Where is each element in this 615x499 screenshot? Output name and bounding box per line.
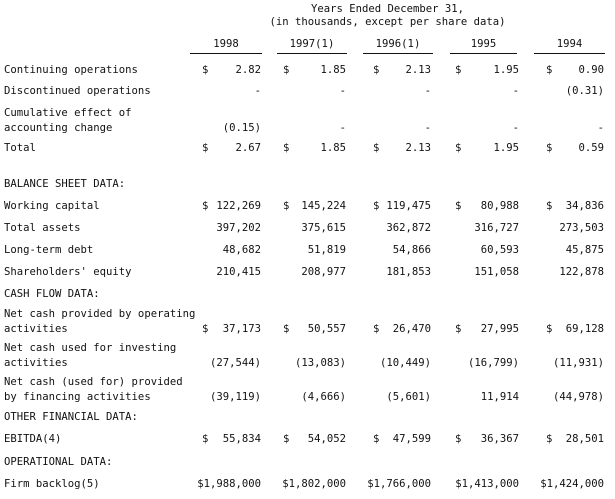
row-label: Total assets: [4, 222, 81, 234]
cell-value: -: [339, 85, 346, 97]
cell-value: -: [512, 122, 519, 134]
row-label: CASH FLOW DATA:: [4, 288, 100, 300]
row-label: Net cash (used for) provided: [4, 376, 183, 388]
cell-value: 145,224: [301, 200, 346, 212]
table-header-line-1: Years Ended December 31,: [310, 3, 465, 15]
cell-value: 1.95: [493, 142, 519, 154]
cell-value: 54,866: [392, 244, 431, 256]
cell-value: 47,599: [392, 433, 431, 445]
cell-value: 0.90: [578, 64, 604, 76]
cell-value: (16,799): [467, 357, 519, 369]
cell-value: 119,475: [386, 200, 431, 212]
currency-symbol: $: [373, 200, 380, 212]
row-label: Cumulative effect of: [4, 107, 132, 119]
cell-value: 51,819: [307, 244, 346, 256]
column-header-underline: [190, 53, 262, 54]
column-header-underline: [363, 53, 433, 54]
currency-symbol: $: [283, 200, 290, 212]
cell-value: 34,836: [565, 200, 604, 212]
currency-symbol: $: [283, 433, 290, 445]
currency-symbol: $: [373, 323, 380, 335]
currency-symbol: $: [455, 142, 462, 154]
currency-symbol: $: [546, 142, 553, 154]
cell-value: 50,557: [307, 323, 346, 335]
row-label: Long-term debt: [4, 244, 94, 256]
cell-value: 0.59: [578, 142, 604, 154]
cell-value: (27,544): [209, 357, 261, 369]
currency-symbol: $: [455, 200, 462, 212]
cell-value: 2.82: [235, 64, 261, 76]
column-header-underline: [450, 53, 517, 54]
currency-symbol: $: [202, 142, 209, 154]
row-label: OTHER FINANCIAL DATA:: [4, 411, 138, 423]
currency-symbol: $: [455, 323, 462, 335]
currency-symbol: $: [202, 64, 209, 76]
cell-value: -: [597, 122, 604, 134]
cell-value: (5,601): [386, 391, 431, 403]
cell-value: 397,202: [216, 222, 261, 234]
cell-value: (13,083): [294, 357, 346, 369]
cell-value: 2.13: [405, 142, 431, 154]
currency-symbol: $: [283, 142, 290, 154]
cell-value: $1,988,000: [197, 478, 261, 490]
column-header: 1997(1): [289, 38, 335, 50]
cell-value: 11,914: [480, 391, 519, 403]
currency-symbol: $: [373, 433, 380, 445]
currency-symbol: $: [546, 64, 553, 76]
cell-value: 1.95: [493, 64, 519, 76]
cell-value: (0.31): [565, 85, 604, 97]
row-label: accounting change: [4, 122, 113, 134]
row-label: activities: [4, 357, 68, 369]
column-header: 1994: [556, 38, 583, 50]
currency-symbol: $: [546, 433, 553, 445]
cell-value: 54,052: [307, 433, 346, 445]
column-header-underline: [277, 53, 347, 54]
column-header: 1998: [213, 38, 239, 50]
row-label: Net cash provided by operating: [4, 308, 196, 320]
currency-symbol: $: [283, 64, 290, 76]
row-label: Total: [4, 142, 36, 154]
cell-value: 1.85: [320, 64, 346, 76]
cell-value: (39,119): [209, 391, 261, 403]
cell-value: (4,666): [301, 391, 346, 403]
row-label: Firm backlog(5): [4, 478, 100, 490]
currency-symbol: $: [373, 64, 380, 76]
cell-value: -: [424, 85, 431, 97]
cell-value: 2.13: [405, 64, 431, 76]
row-label: by financing activities: [4, 391, 151, 403]
cell-value: 27,995: [480, 323, 519, 335]
column-header: 1996(1): [375, 38, 421, 50]
cell-value: 208,977: [301, 266, 346, 278]
cell-value: 362,872: [386, 222, 431, 234]
row-label: Continuing operations: [4, 64, 138, 76]
cell-value: 55,834: [222, 433, 261, 445]
currency-symbol: $: [202, 433, 209, 445]
cell-value: 1.85: [320, 142, 346, 154]
row-label: OPERATIONAL DATA:: [4, 456, 113, 468]
cell-value: (11,931): [552, 357, 604, 369]
cell-value: -: [424, 122, 431, 134]
cell-value: 210,415: [216, 266, 261, 278]
column-header-underline: [534, 53, 605, 54]
currency-symbol: $: [546, 200, 553, 212]
cell-value: 26,470: [392, 323, 431, 335]
cell-value: 37,173: [222, 323, 261, 335]
cell-value: 69,128: [565, 323, 604, 335]
cell-value: 375,615: [301, 222, 346, 234]
cell-value: $1,424,000: [540, 478, 604, 490]
currency-symbol: $: [455, 433, 462, 445]
cell-value: 2.67: [235, 142, 261, 154]
cell-value: 80,988: [480, 200, 519, 212]
cell-value: (44,978): [552, 391, 604, 403]
currency-symbol: $: [373, 142, 380, 154]
currency-symbol: $: [455, 64, 462, 76]
row-label: Working capital: [4, 200, 100, 212]
cell-value: 122,269: [216, 200, 261, 212]
cell-value: $1,766,000: [367, 478, 431, 490]
row-label: BALANCE SHEET DATA:: [4, 178, 126, 190]
cell-value: -: [512, 85, 519, 97]
column-header: 1995: [470, 38, 497, 50]
cell-value: 48,682: [222, 244, 261, 256]
currency-symbol: $: [283, 323, 290, 335]
cell-value: (10,449): [379, 357, 431, 369]
cell-value: 273,503: [559, 222, 604, 234]
cell-value: 122,878: [559, 266, 604, 278]
cell-value: 181,853: [386, 266, 431, 278]
cell-value: 151,058: [474, 266, 519, 278]
cell-value: $1,802,000: [282, 478, 346, 490]
cell-value: -: [254, 85, 261, 97]
row-label: Shareholders' equity: [4, 266, 132, 278]
currency-symbol: $: [546, 323, 553, 335]
cell-value: 60,593: [480, 244, 519, 256]
cell-value: 28,501: [565, 433, 604, 445]
row-label: EBITDA(4): [4, 433, 62, 445]
currency-symbol: $: [202, 323, 209, 335]
table-header-line-2: (in thousands, except per share data): [269, 16, 506, 28]
row-label: Discontinued operations: [4, 85, 151, 97]
currency-symbol: $: [202, 200, 209, 212]
cell-value: $1,413,000: [455, 478, 519, 490]
cell-value: 45,875: [565, 244, 604, 256]
cell-value: -: [339, 122, 346, 134]
row-label: activities: [4, 323, 68, 335]
row-label: Net cash used for investing: [4, 342, 177, 354]
cell-value: (0.15): [222, 122, 261, 134]
cell-value: 36,367: [480, 433, 519, 445]
cell-value: 316,727: [474, 222, 519, 234]
